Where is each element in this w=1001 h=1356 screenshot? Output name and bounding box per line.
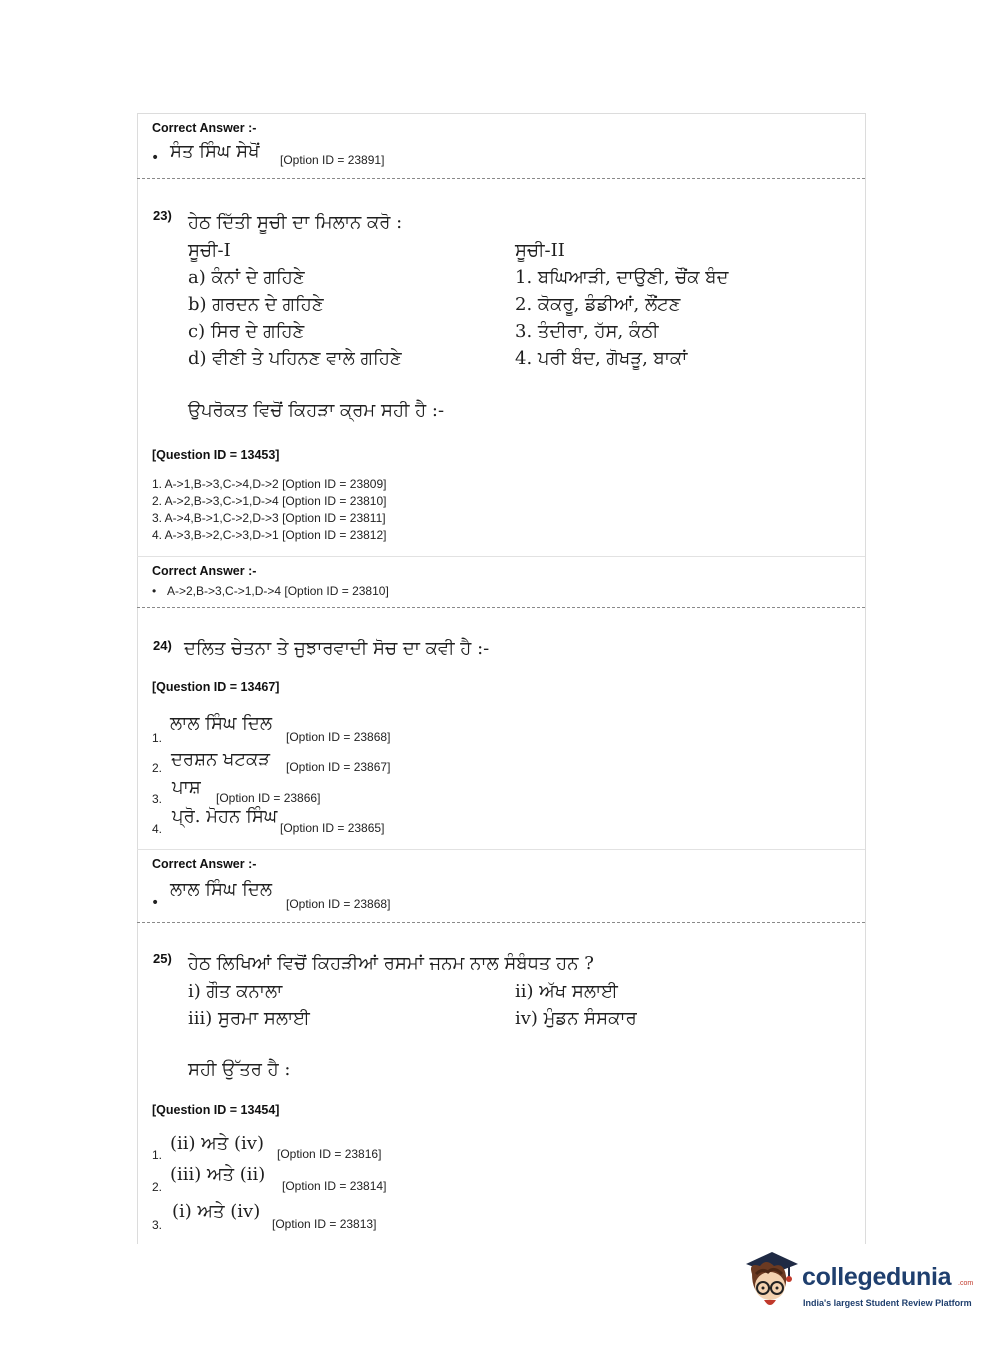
question-number: 25) [153, 951, 172, 966]
question-id: [Question ID = 13454] [152, 1103, 280, 1117]
option-text: ਲਾਲ ਸਿੰਘ ਦਿਲ [170, 713, 272, 734]
option-number: 4. [152, 822, 163, 836]
bullet-icon: • [151, 895, 160, 911]
brand-name: collegedunia [802, 1263, 952, 1291]
graduate-mascot-icon [742, 1250, 800, 1312]
option-number: 1. [152, 731, 163, 745]
bullet-icon: • [152, 584, 157, 598]
question-text: ਹੇਠ ਲਿਖਿਆਂ ਵਿਚੋਂ ਕਿਹੜੀਆਂ ਰਸਮਾਂ ਜਨਮ ਨਾਲ ਸੰਬੰਧਤ ਹਨ ? [188, 953, 594, 974]
answer-text: A->2,B->3,C->1,D->4 [Option ID = 23810] [167, 584, 389, 598]
option-id: [Option ID = 23868] [286, 730, 391, 744]
question-prompt: ਸਹੀ ਉੱਤਰ ਹੈ : [188, 1059, 291, 1080]
option-text: ਦਰਸ਼ਨ ਖਟਕੜ [171, 749, 271, 770]
option-item: 2. A->2,B->3,C->1,D->4 [Option ID = 23810] [152, 494, 387, 508]
option-number: 2. [152, 1180, 163, 1194]
list-item: iv) ਮੁੰਡਨ ਸੰਸਕਾਰ [515, 1008, 637, 1029]
question-prompt: ਉਪਰੋਕਤ ਵਿਚੋਂ ਕਿਹੜਾ ਕ੍ਰਮ ਸਹੀ ਹੈ :- [188, 400, 445, 421]
answer-separator [137, 556, 865, 557]
list2-item: 2. ਕੋਕਰੂ, ਡੰਡੀਆਂ, ਲੌਂਟਣ [515, 294, 681, 315]
option-item: 3. A->4,B->1,C->2,D->3 [Option ID = 23811] [152, 511, 386, 525]
list2-item: 3. ਤੰਦੀਰਾ, ਹੱਸ, ਕੰਠੀ [515, 321, 659, 342]
option-item: 1. A->1,B->3,C->4,D->2 [Option ID = 23809] [152, 477, 387, 491]
correct-answer-label: Correct Answer :- [152, 857, 257, 871]
option-text: (i) ਅਤੇ (iv) [172, 1201, 261, 1222]
question-text: ਦਲਿਤ ਚੇਤਨਾ ਤੇ ਜੁਝਾਰਵਾਦੀ ਸੋਚ ਦਾ ਕਵੀ ਹੈ :- [184, 638, 490, 659]
option-id: [Option ID = 23865] [280, 821, 385, 835]
question-number: 23) [153, 208, 172, 223]
answer-option-id: [Option ID = 23891] [280, 153, 385, 167]
question-id: [Question ID = 13453] [152, 448, 280, 462]
list-item: i) ਗੌਤ ਕਨਾਲਾ [188, 981, 283, 1002]
section-divider [137, 178, 865, 179]
option-text: ਪ੍ਰੋ. ਮੋਹਨ ਸਿੰਘ [172, 806, 278, 827]
answer-text: ਲਾਲ ਸਿੰਘ ਦਿਲ [170, 879, 272, 900]
option-number: 2. [152, 761, 163, 775]
list1-title: ਸੂਚੀ-I [188, 240, 231, 261]
option-text: (ii) ਅਤੇ (iv) [170, 1133, 264, 1154]
option-number: 3. [152, 792, 163, 806]
list2-item: 4. ਪਰੀ ਬੰਦ, ਗੋਖੜੂ, ਬਾਕਾਂ [515, 348, 688, 369]
option-item: 4. A->3,B->2,C->3,D->1 [Option ID = 23812] [152, 528, 387, 542]
list1-item: a) ਕੰਨਾਂ ਦੇ ਗਹਿਣੇ [188, 267, 305, 288]
question-id: [Question ID = 13467] [152, 680, 280, 694]
list2-title: ਸੂਚੀ-II [515, 240, 565, 261]
section-divider [137, 922, 865, 923]
brand-tagline: India's largest Student Review Platform [803, 1298, 972, 1308]
option-number: 1. [152, 1148, 163, 1162]
correct-answer-label: Correct Answer :- [152, 121, 257, 135]
question-text: ਹੇਠ ਦਿੱਤੀ ਸੂਚੀ ਦਾ ਮਿਲਾਨ ਕਰੋ : [188, 212, 403, 233]
option-text: (iii) ਅਤੇ (ii) [170, 1164, 266, 1185]
option-id: [Option ID = 23814] [282, 1179, 387, 1193]
option-id: [Option ID = 23816] [277, 1147, 382, 1161]
list1-item: d) ਵੀਣੀ ਤੇ ਪਹਿਨਣ ਵਾਲੇ ਗਹਿਣੇ [188, 348, 402, 369]
answer-separator [137, 849, 865, 850]
option-number: 3. [152, 1218, 163, 1232]
list1-item: b) ਗਰਦਨ ਦੇ ਗਹਿਣੇ [188, 294, 324, 315]
option-id: [Option ID = 23866] [216, 791, 321, 805]
brand-domain: .com [958, 1280, 974, 1287]
list2-item: 1. ਬਘਿਆੜੀ, ਦਾਉਣੀ, ਚੌਂਕ ਬੰਦ [515, 267, 729, 288]
answer-text: ਸੰਤ ਸਿੰਘ ਸੇਖੋਂ [170, 141, 260, 162]
option-text: ਪਾਸ਼ [172, 777, 201, 798]
answer-option-id: [Option ID = 23868] [286, 897, 391, 911]
list-item: ii) ਅੱਖ ਸਲਾਈ [515, 981, 618, 1002]
list1-item: c) ਸਿਰ ਦੇ ਗਹਿਣੇ [188, 321, 305, 342]
bullet-icon: • [151, 150, 160, 166]
option-id: [Option ID = 23867] [286, 760, 391, 774]
correct-answer-label: Correct Answer :- [152, 564, 257, 578]
question-number: 24) [153, 638, 172, 653]
option-id: [Option ID = 23813] [272, 1217, 377, 1231]
section-divider [137, 607, 865, 608]
list-item: iii) ਸੁਰਮਾ ਸਲਾਈ [188, 1008, 310, 1029]
